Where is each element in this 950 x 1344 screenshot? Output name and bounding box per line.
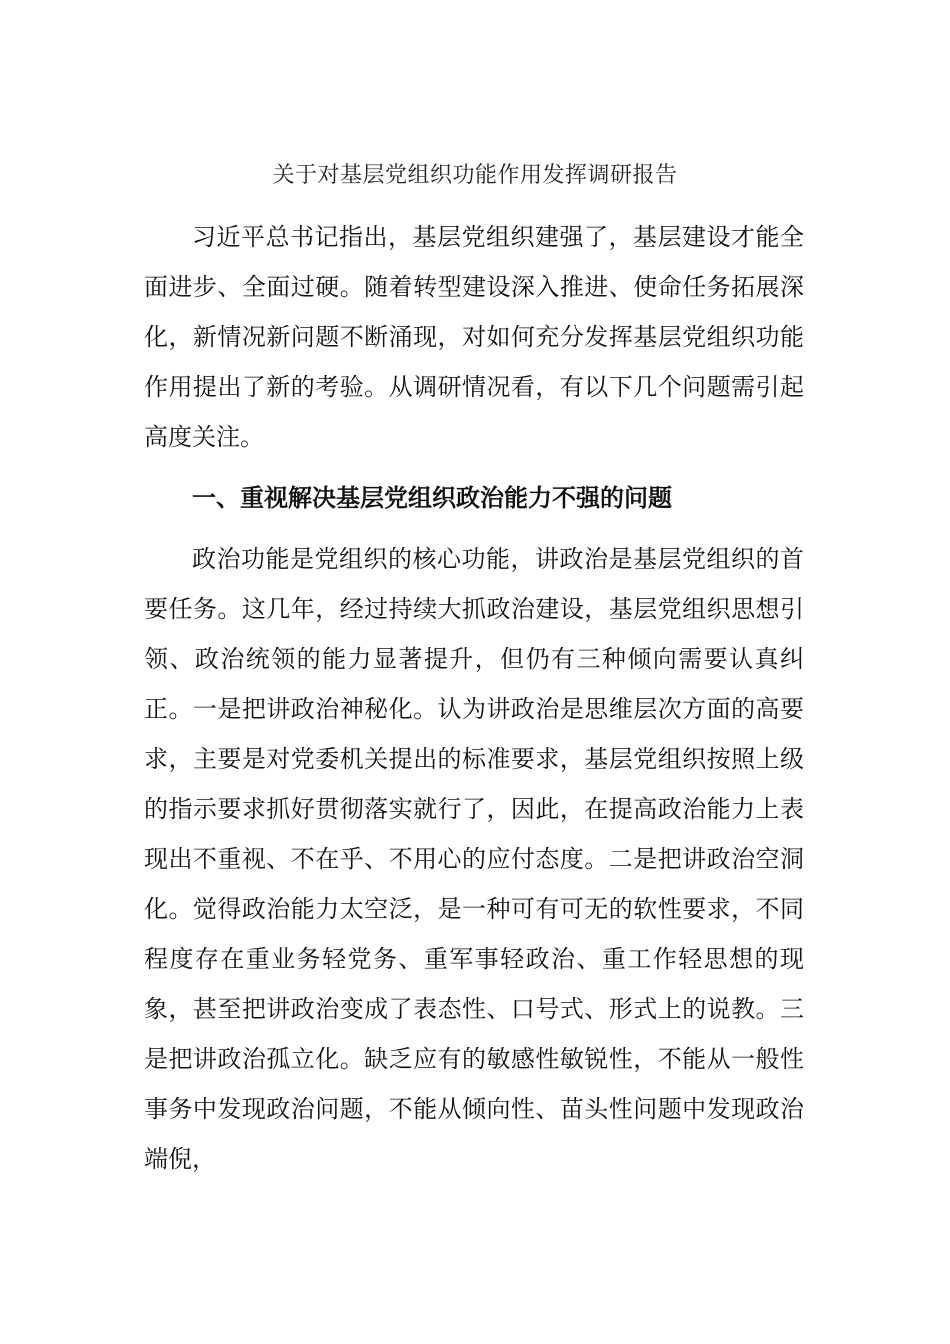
document-title: 关于对基层党组织功能作用发挥调研报告 [272,163,678,188]
paragraph-section-1: 政治功能是党组织的核心功能，讲政治是基层党组织的首要任务。这几年，经过持续大抓政治建设，基层党组织思想引领、政治统领的能力显著提升，但仍有三种倾向需要认真纠正。一是把讲政治神秘化。认为讲政治是思维层次方面的高要求，主要是对党委机关提出的标准要求，基层党组织按照上级的指示要求抓好贯彻落实就行了，因此，在提高政治能力上表现出不重视、不在乎、不用心的应付态度。二是把讲政治空洞化。觉得政治能力太空泛，是一种可有可无的软性要求，不同程度存在重业务轻党务、重军事轻政治、重工作轻思想的现象，甚至把讲政治变成了表态性、口号式、形式上的说教。三是把讲政治孤立化。缺乏应有的敏感性敏锐性，不能从一般性事务中发现政治问题，不能从倾向性、苗头性问题中发现政治端倪， [144,545,804,1173]
paragraph-intro: 习近平总书记指出，基层党组织建强了，基层建设才能全面进步、全面过硬。随着转型建设深入推进、使命任务拓展深化，新情况新问题不断涌现，对如何充分发挥基层党组织功能作用提出了新的考验。从调研情况看，有以下几个问题需引起高度关注。 [144,223,804,451]
section-heading-1: 一、重视解决基层党组织政治能力不强的问题 [192,484,672,512]
